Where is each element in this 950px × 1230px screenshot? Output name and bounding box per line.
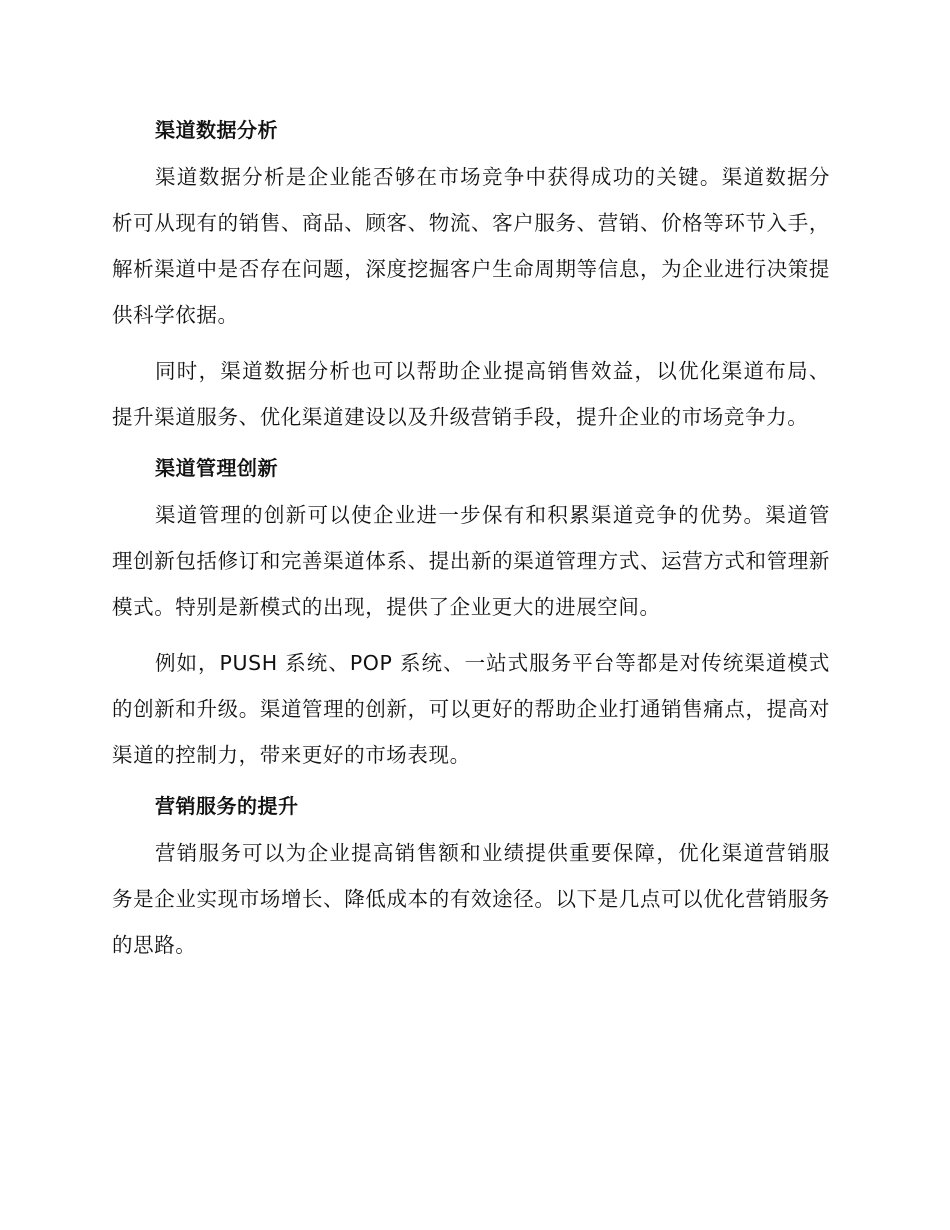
paragraph: 同时，渠道数据分析也可以帮助企业提高销售效益，以优化渠道布局、提升渠道服务、优化渠道建设以及升级营销手段，提升企业的市场竞争力。 [112, 359, 830, 429]
paragraph: 渠道管理的创新可以使企业进一步保有和积累渠道竞争的优势。渠道管理创新包括修订和完善渠道体系、提出新的渠道管理方式、运营方式和管理新模式。特别是新模式的出现，提供了企业更大的进展空间。 [112, 503, 830, 619]
section-heading-channel-management-innovation: 渠道管理创新 [155, 456, 278, 480]
section-heading-marketing-service-improvement: 营销服务的提升 [155, 794, 299, 818]
paragraph: 营销服务可以为企业提高销售额和业绩提供重要保障，优化渠道营销服务是企业实现市场增长、降低成本的有效途径。以下是几点可以优化营销服务的思路。 [112, 841, 830, 957]
paragraph: 渠道数据分析是企业能否够在市场竞争中获得成功的关键。渠道数据分析可从现有的销售、商品、顾客、物流、客户服务、营销、价格等环节入手，解析渠道中是否存在问题，深度挖掘客户生命周期等信息，为企业进行决策提供科学依据。 [112, 165, 830, 327]
paragraph: 例如，PUSH 系统、POP 系统、一站式服务平台等都是对传统渠道模式的创新和升级。渠道管理的创新，可以更好的帮助企业打通销售痛点，提高对渠道的控制力，带来更好的市场表现。 [112, 651, 830, 767]
section-heading-channel-data-analysis: 渠道数据分析 [155, 118, 278, 142]
document-page [112, 112, 830, 978]
